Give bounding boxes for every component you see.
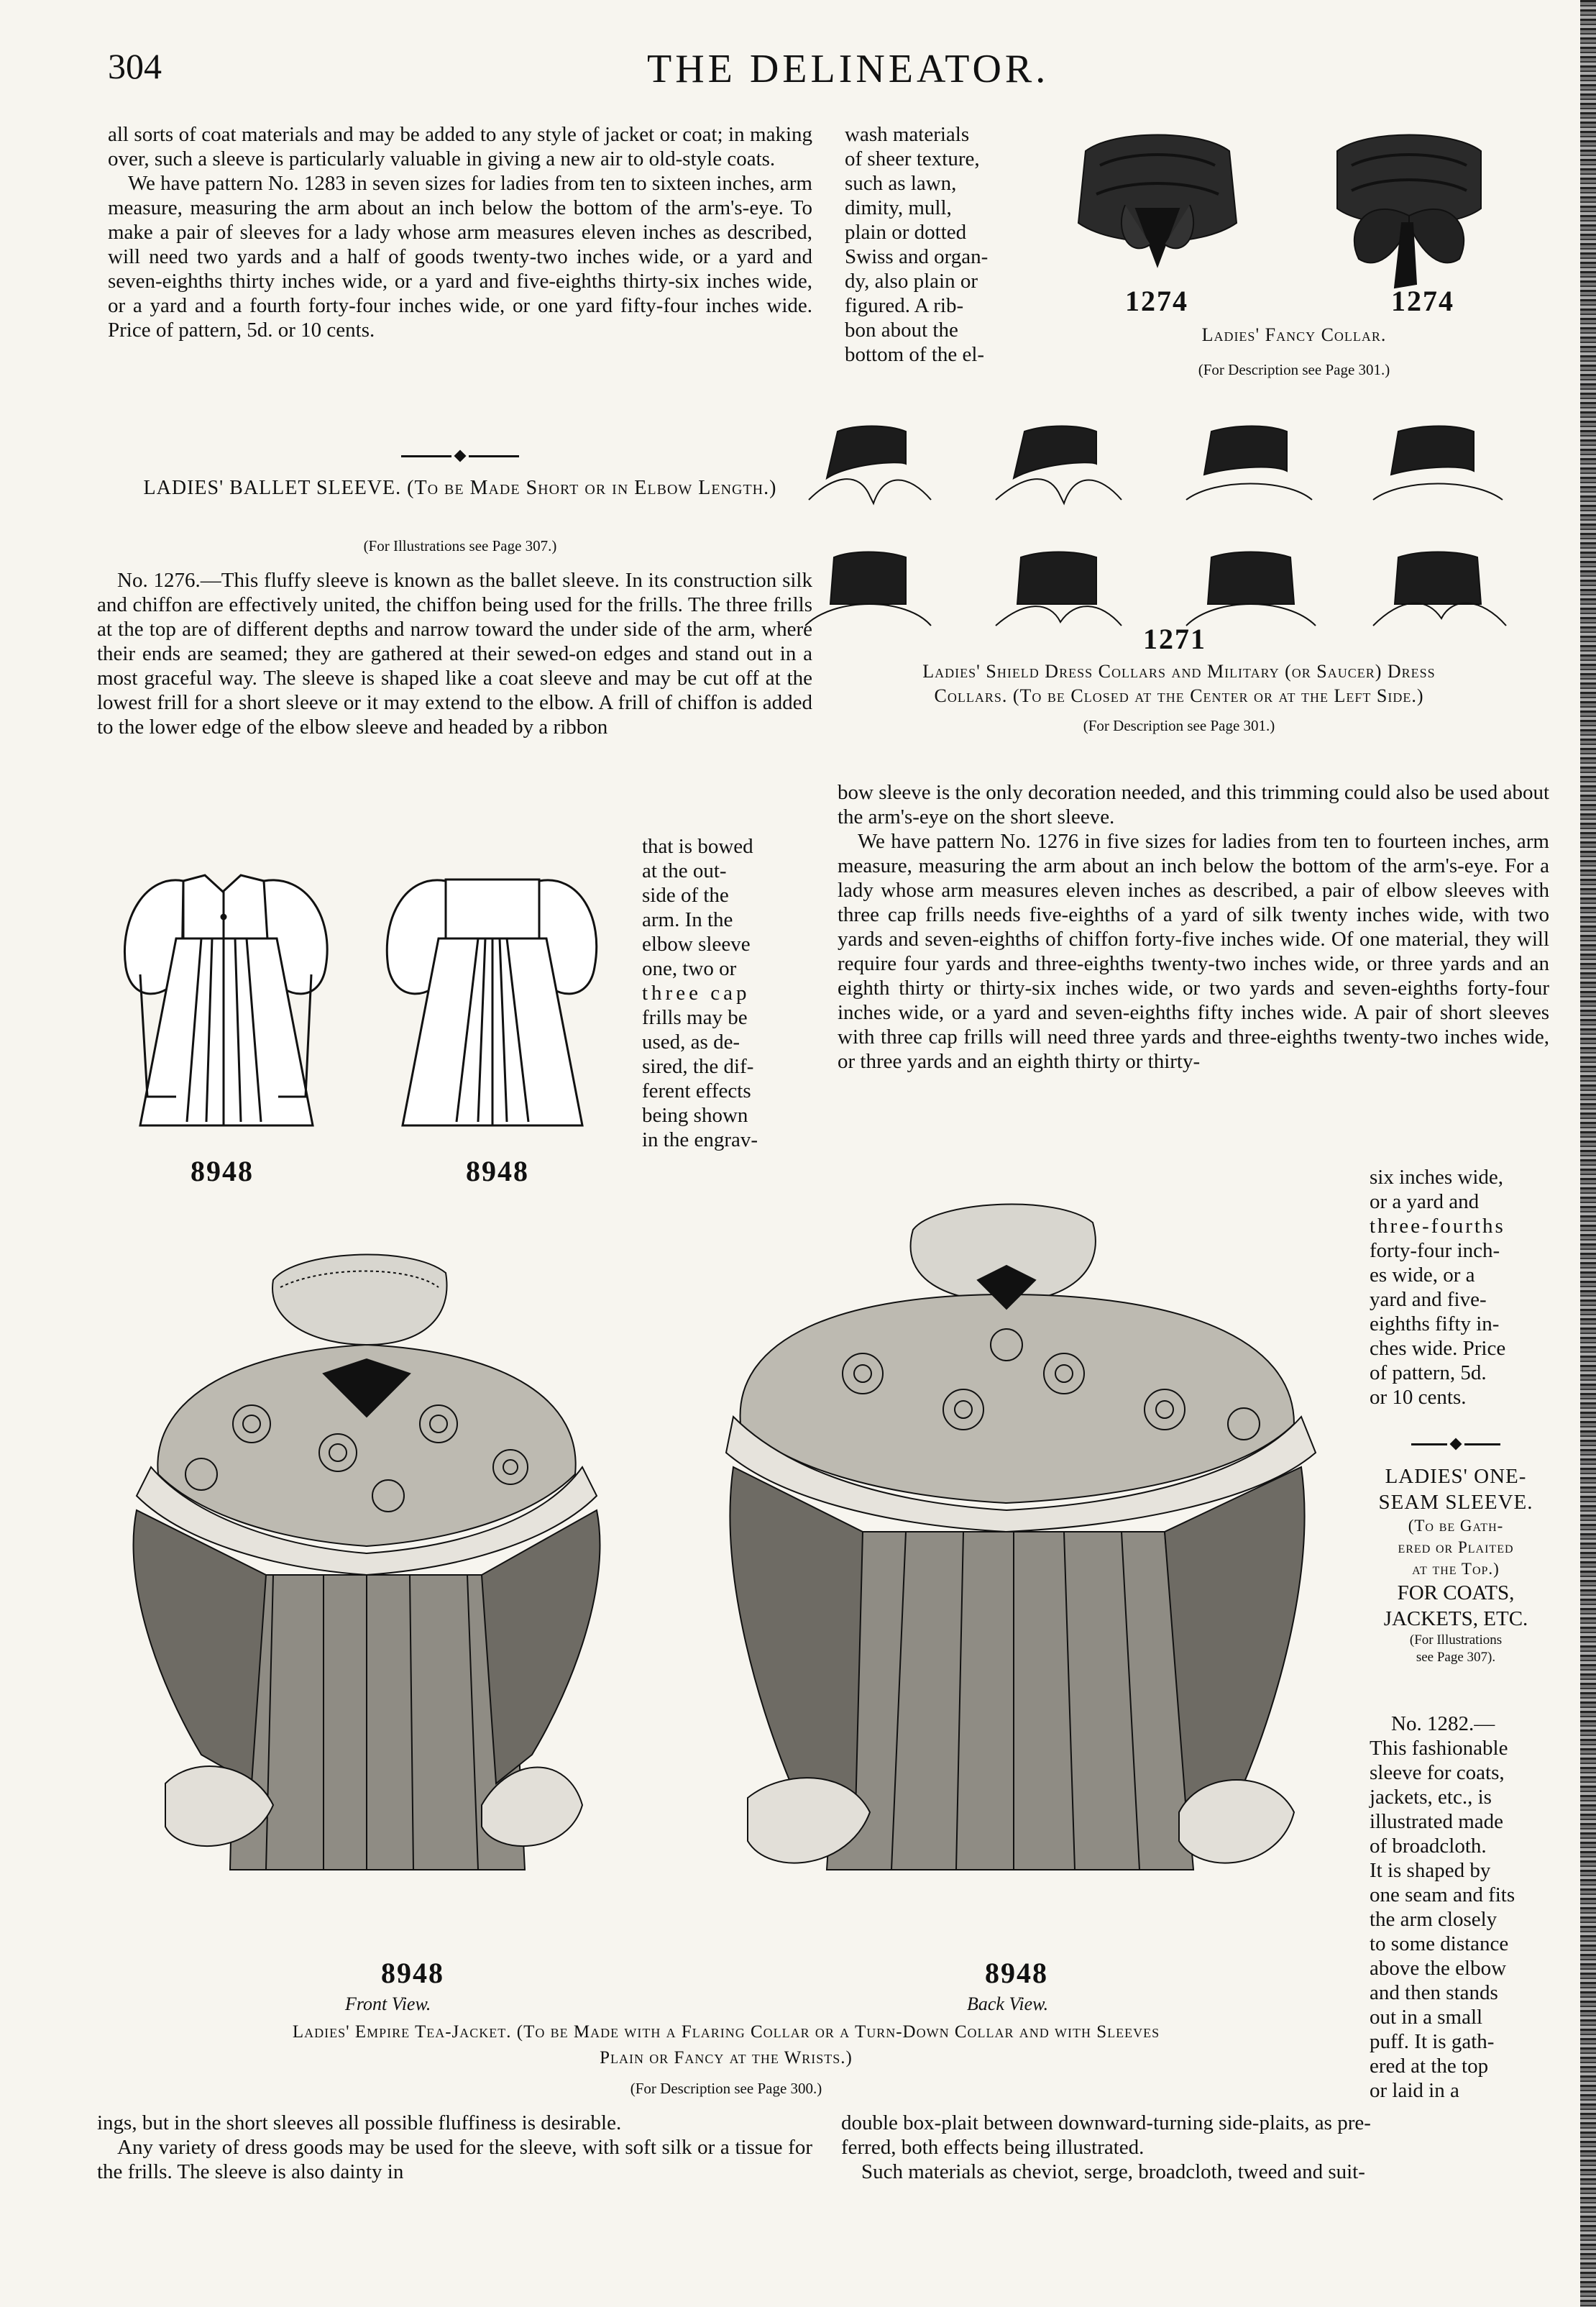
bottom-right-text <box>841 2111 1553 2184</box>
text-line: of pattern, 5d. <box>1370 1361 1487 1384</box>
one-seam-sub-2: ered or Plaited <box>1398 1538 1514 1556</box>
text-line: This fashionable <box>1370 1737 1508 1760</box>
wrap-line: at the out- <box>642 859 727 882</box>
ballet-sleeve-ref: (For Illustrations see Page 307.) <box>363 537 557 554</box>
tea-jacket-back-illustration <box>719 1194 1352 1956</box>
text-line: ches wide. Price <box>1370 1337 1506 1360</box>
tea-jacket-front-illustration <box>108 1237 697 1956</box>
text-line: or 10 cents. <box>1370 1386 1467 1409</box>
bottom-left-paragraph: Any variety of dress goods may be used for the sleeve, with soft silk or a tissue for the frills. The sleeve is also dainty in <box>97 2136 812 2183</box>
text-line: and then stands <box>1370 1981 1498 2004</box>
one-seam-for-1: FOR COATS, <box>1397 1581 1515 1604</box>
one-seam-ref-1: (For Illustrations <box>1409 1632 1503 1648</box>
wrap-line: side of the <box>642 884 729 907</box>
small-figure-number-right: 8948 <box>466 1155 529 1187</box>
wrap-line: one, two or <box>642 957 737 980</box>
text-line: six inches wide, <box>1370 1166 1504 1189</box>
sheer-materials-text <box>845 122 1024 367</box>
text-line: es wide, or a <box>1370 1264 1475 1287</box>
text-line: dimity, mull, <box>845 196 952 219</box>
tea-jacket-back-label: Back View. <box>967 1993 1049 2014</box>
text-line: sleeve for coats, <box>1370 1761 1505 1784</box>
text-line: Swiss and organ- <box>845 245 989 268</box>
text-line: illustrated made <box>1370 1810 1504 1833</box>
pattern-1283-paragraph: We have pattern No. 1283 in seven sizes for ladies from ten to sixteen inches, arm measure, measuring the arm about an inch below the bottom of the arm's-eye. To make a pair of sleeves for a lady whose arm measures eleven inches as described, will need two yards and a half of goods twenty-two inches wide, or a yard and seven-eighths thirty inches wide, or a yard and five-eighths thirty-six inches wide, or a yard and a fourth forty-four inches wide, or one yard fifty-four inches wide. Price of pattern, 5d. or 10 cents. <box>108 172 812 342</box>
wrap-line: used, as de- <box>642 1031 740 1054</box>
one-seam-heading-2: SEAM SLEEVE. <box>1378 1491 1533 1514</box>
pattern-1276-text <box>838 780 1549 1074</box>
ballet-text: No. 1276.—This fluffy sleeve is known as the ballet sleeve. In its construction silk and chiffon are effectively united, the chiffon being used for the frills. The three frills at the top are of different depths and narrow toward the under side of the arm, where their ends are seamed; they are gathered at their sewed-on edges and stand out in a most graceful way. The sleeve is shaped like a coat sleeve and may be cut off at the lowest frill for a short sleeve or it may extend to the elbow. A frill of chiffon is added to the lower edge of the elbow sleeve and headed by a ribbon <box>97 569 812 739</box>
text-line: yard and five- <box>1370 1288 1487 1311</box>
section-divider-2 <box>1366 1440 1546 1448</box>
text-line: of broadcloth. <box>1370 1835 1487 1858</box>
shield-collars-illustration <box>805 414 1553 629</box>
bottom-right-line-1: double box-plait between downward-turning side-plaits, as pre- <box>841 2111 1371 2134</box>
text-line: or laid in a <box>1370 2079 1459 2102</box>
one-seam-heading-1: LADIES' ONE- <box>1385 1465 1527 1488</box>
one-seam-sub-1: (To be Gath- <box>1408 1517 1504 1535</box>
one-seam-sleeve-section <box>1362 1463 1549 1666</box>
text-line: dy, also plain or <box>845 270 978 293</box>
fancy-collar-number-left: 1274 <box>1125 285 1188 317</box>
small-jacket-back-illustration <box>363 859 622 1161</box>
text-line: It is shaped by <box>1370 1859 1491 1882</box>
bottom-left-text <box>97 2111 812 2184</box>
shield-collar-ref: (For Description see Page 301.) <box>1083 717 1275 734</box>
text-line: puff. It is gath- <box>1370 2030 1495 2053</box>
text-line: the arm closely <box>1370 1908 1498 1931</box>
shield-collar-caption-2: Collars. (To be Closed at the Center or at the Left Side.) <box>934 685 1424 706</box>
intro-paragraph: all sorts of coat materials and may be added to any style of jacket or coat; in making over, such a sleeve is particularly valuable in giving a new air to old-style coats. <box>108 123 812 170</box>
shield-collar-caption-1: Ladies' Shield Dress Collars and Military (or Saucer) Dress <box>922 661 1436 682</box>
text-line: above the elbow <box>1370 1957 1507 1980</box>
one-seam-sub-3: at the Top.) <box>1412 1560 1500 1578</box>
text-line: bon about the <box>845 319 958 342</box>
text-line: one seam and fits <box>1370 1883 1515 1906</box>
text-line: to some distance <box>1370 1932 1509 1955</box>
text-line: bottom of the el- <box>845 343 985 366</box>
tea-jacket-back-number: 8948 <box>985 1957 1048 1989</box>
fancy-collar-ref: (For Description see Page 301.) <box>1198 361 1390 378</box>
text-line: wash materials <box>845 123 970 146</box>
wrap-line: in the engrav- <box>642 1128 758 1151</box>
tea-jacket-front-label: Front View. <box>345 1993 431 2014</box>
text-line: jackets, etc., is <box>1370 1786 1492 1809</box>
text-line: figured. A rib- <box>845 294 964 317</box>
section-divider <box>338 452 582 460</box>
text-line: forty-four inch- <box>1370 1239 1500 1262</box>
page-title: THE DELINEATOR. <box>647 47 1050 91</box>
bottom-right-line-2: ferred, both effects being illustrated. <box>841 2136 1145 2159</box>
small-jacket-front-illustration <box>97 859 356 1161</box>
bottom-right-line-3: Such materials as cheviot, serge, broadcloth, tweed and suit- <box>861 2160 1365 2183</box>
wrap-line: arm. In the <box>642 908 733 931</box>
tea-jacket-caption-2: Plain or Fancy at the Wrists.) <box>600 2048 853 2068</box>
fancy-collar-left-illustration <box>1057 122 1258 280</box>
wrap-line: frills may be <box>642 1006 748 1029</box>
fancy-collar-right-illustration <box>1308 122 1510 295</box>
wrap-line: three cap <box>642 982 751 1005</box>
intro-text-block <box>108 122 812 342</box>
tea-jacket-front-number: 8948 <box>381 1957 444 1989</box>
fancy-collar-number-right: 1274 <box>1391 285 1454 317</box>
pattern-1276-paragraph: We have pattern No. 1276 in five sizes for ladies from ten to fourteen inches, arm measure, measuring the arm about an inch below the bottom of the arm's-eye. For a lady whose arm measures eleven inches as described, a pair of elbow sleeves with three cap frills needs five-eighths of a yard of silk twenty inches wide, with two yards and seven-eighths of chiffon forty-five inches wide. Of one material, they will require four yards and three-eighths twenty-two inches wide, or three yards and an eighth thirty or thirty-six inches wide, or two yards and seven-eighths forty-four inches wide, or a yard and seven-eighths fifty inches wide. A pair of short sleeves with three cap frills will need three yards and three-eighths twenty-two inches wide, or three yards and an eighth thirty or thirty- <box>838 830 1549 1073</box>
wrap-line: elbow sleeve <box>642 933 751 956</box>
elbow-decoration-paragraph: bow sleeve is the only decoration needed, and this trimming could also be used about the arm's-eye on the short sleeve. <box>838 781 1549 828</box>
one-seam-ref-2: see Page 307). <box>1416 1650 1496 1665</box>
text-line: out in a small <box>1370 2006 1483 2029</box>
one-seam-for-2: JACKETS, ETC. <box>1383 1607 1528 1630</box>
tea-jacket-ref: (For Description see Page 300.) <box>630 2080 822 2097</box>
ballet-wrap-text <box>642 834 809 1152</box>
text-line: or a yard and <box>1370 1190 1480 1213</box>
ballet-sleeve-paragraph <box>97 568 812 739</box>
text-line: such as lawn, <box>845 172 957 195</box>
text-line: ered at the top <box>1370 2055 1489 2078</box>
text-line: plain or dotted <box>845 221 967 244</box>
text-line: of sheer texture, <box>845 147 980 170</box>
page-edge-binding <box>1580 0 1596 2307</box>
tea-jacket-caption-1: Ladies' Empire Tea-Jacket. (To be Made with a Flaring Collar or a Turn-Down Collar and with Sleeves <box>292 2022 1160 2042</box>
wrap-line: sired, the dif- <box>642 1055 754 1078</box>
pattern-1276-continued <box>1370 1165 1549 1410</box>
text-line: No. 1282.— <box>1391 1712 1495 1735</box>
shield-collar-number: 1271 <box>1143 623 1206 655</box>
one-seam-body-text <box>1370 1712 1549 2103</box>
page-number: 304 <box>108 46 162 86</box>
text-line: eighths fifty in- <box>1370 1312 1500 1335</box>
bottom-left-line: ings, but in the short sleeves all possible fluffiness is desirable. <box>97 2111 622 2134</box>
fancy-collar-caption: Ladies' Fancy Collar. <box>1201 324 1387 345</box>
wrap-line: being shown <box>642 1104 748 1127</box>
wrap-line: ferent effects <box>642 1079 751 1102</box>
wrap-line: that is bowed <box>642 835 753 858</box>
ballet-sleeve-heading: LADIES' BALLET SLEEVE. (To be Made Short or in Elbow Length.) <box>143 477 777 499</box>
small-figure-number-left: 8948 <box>191 1155 254 1187</box>
text-line: three-fourths <box>1370 1215 1505 1238</box>
